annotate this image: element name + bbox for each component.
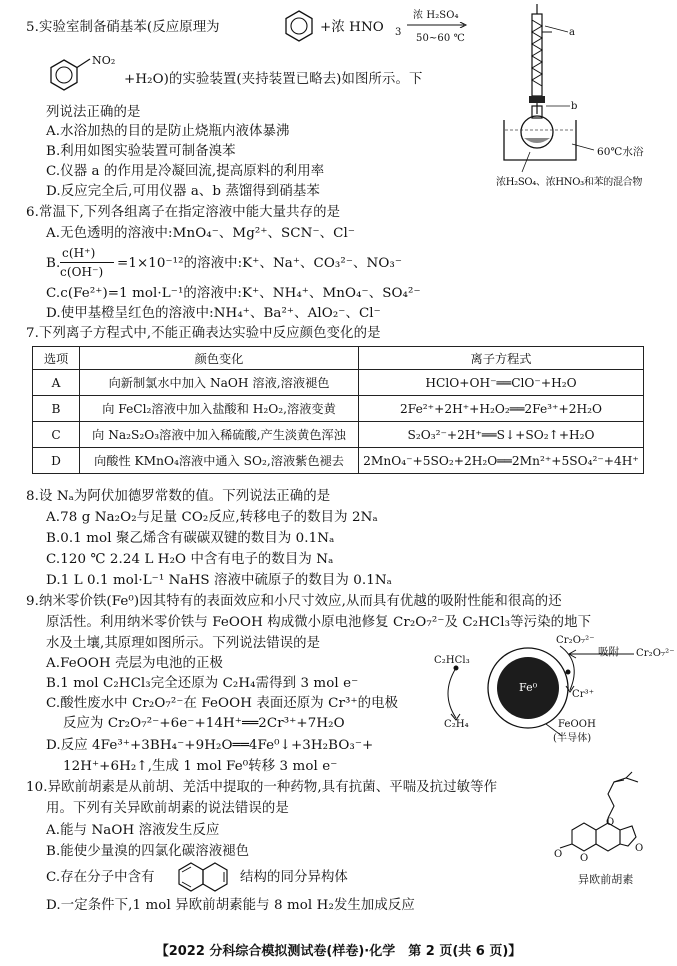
table-cell: 向新制氯水中加入 NaOH 溶液,溶液褪色 [80,370,359,396]
q10-fig-o-top: O [606,817,615,828]
q10-option-b: B.能使少量溴的四氯化碳溶液褪色 [46,844,250,859]
table-row [33,396,644,422]
q6-option-b-prefix: B. [46,256,61,271]
nano-iron-cell-figure [430,632,670,752]
q8-stem: 8.设 Nₐ为阿伏加德罗常数的值。下列说法正确的是 [26,489,331,504]
q9-line2: 原活性。利用纳米零价铁与 FeOOH 构成微小原电池修复 Cr₂O₇²⁻及 C₂HCl₃等污染的地下 [46,615,592,630]
table-header: 离子方程式 [359,347,644,370]
q10-option-c-pre: C.存在分子中含有 [46,870,155,885]
table-cell: 2Fe²⁺+2H⁺+H₂O₂══2Fe³⁺+2H₂O [359,396,644,422]
q7-stem: 7.下列离子方程式中,不能正确表达实验中反应颜色变化的是 [26,326,381,341]
q9-fig-feooh: FeOOH [558,719,596,730]
benzene-ring-icon [283,8,315,42]
q9-fig-cr3: Cr³⁺ [572,689,595,700]
q9-option-d2: 12H⁺+6H₂↑,生成 1 mol Fe⁰转移 3 mol e⁻ [63,759,338,774]
table-cell: D [33,448,80,474]
q9-fig-semi: (半导体) [553,733,592,744]
q9-option-d1: D.反应 4Fe³⁺+3BH₄⁻+9H₂O══4Fe⁰↓+3H₂BO₃⁻+ [46,738,374,753]
q6-option-d: D.使甲基橙呈红色的溶液中:NH₄⁺、Ba²⁺、AlO₂⁻、Cl⁻ [46,306,381,321]
table-cell: B [33,396,80,422]
q5-option-c: C.仪器 a 的作用是冷凝回流,提高原料的利用率 [46,164,325,179]
q6-option-a: A.无色透明的溶液中:MnO₄⁻、Mg²⁺、SCN⁻、Cl⁻ [46,226,356,241]
table-cell: C [33,422,80,448]
q5-fig-label-a: a [569,27,576,38]
table-row [33,448,644,474]
q5-option-b: B.利用如图实验装置可制备溴苯 [46,144,236,159]
q10-line1: 10.异欧前胡素是从前胡、羌活中提取的一种药物,具有抗菌、平喘及抗过敏等作 [26,780,498,795]
q5-line1b: +浓 HNO [320,20,384,35]
q9-option-b: B.1 mol C₂HCl₃完全还原为 C₂H₄需得到 3 mol e⁻ [46,676,359,691]
q9-fig-c2h4: C₂H₄ [444,719,469,730]
page-footer: 【2022 分科综合模拟测试卷(样卷)·化学 第 2 页(共 6 页)】 [155,944,522,959]
q5-cond-bottom: 50~60 ℃ [416,33,465,44]
q9-line1: 9.纳米零价铁(Fe⁰)因其特有的表面效应和小尺寸效应,从而具有优越的吸附性能和很高的还 [26,594,562,609]
q5-sub3: 3 [395,27,402,38]
q9-line3: 水及土壤,其原理如图所示。下列说法错误的是 [46,636,321,651]
q10-fig-name: 异欧前胡素 [578,873,634,886]
naphthalene-icon [176,860,234,894]
q6-option-b-num: c(H⁺) [62,246,96,260]
q5-fig-label-b: b [571,101,578,112]
q5-line1a: 5.实验室制备硝基苯(反应原理为 [26,20,220,35]
q5-fig-bath: 60℃水浴 [597,146,644,158]
table-cell: A [33,370,80,396]
table-header: 颜色变化 [80,347,359,370]
q5-line3: 列说法正确的是 [46,105,141,120]
reaction-arrow-icon [406,22,470,28]
q5-option-a: A.水浴加热的目的是防止烧瓶内液体暴沸 [46,124,290,139]
q10-fig-o-carbonyl: O [554,849,563,860]
q10-fig-o-furan: O [635,843,644,854]
q8-option-c: C.120 ℃ 2.24 L H₂O 中含有电子的数目为 Nₐ [46,552,334,567]
q8-option-b: B.0.1 mol 聚乙烯含有碳碳双键的数目为 0.1Nₐ [46,531,335,546]
q9-option-a: A.FeOOH 壳层为电池的正极 [46,656,224,671]
q8-option-d: D.1 L 0.1 mol·L⁻¹ NaHS 溶液中硫原子的数目为 0.1Nₐ [46,573,392,588]
table-cell: 向 Na₂S₂O₃溶液中加入稀硫酸,产生淡黄色浑浊 [80,422,359,448]
q9-fig-fe0: Fe⁰ [519,681,538,694]
q10-option-d: D.一定条件下,1 mol 异欧前胡素能与 8 mol H₂发生加成反应 [46,898,415,913]
q10-line2: 用。下列有关异欧前胡素的说法错误的是 [46,801,289,816]
q6-option-c: C.c(Fe²⁺)=1 mol·L⁻¹的溶液中:K⁺、NH₄⁺、MnO₄⁻、SO₄²⁻ [46,286,421,301]
q5-option-d: D.反应完全后,可用仪器 a、b 蒸馏得到硝基苯 [46,184,320,199]
q10-option-c-post: 结构的同分异构体 [240,870,348,885]
q7-table [32,346,644,474]
table-header: 选项 [33,347,80,370]
q6-option-b-rest: =1×10⁻¹²的溶液中:K⁺、Na⁺、CO₃²⁻、NO₃⁻ [117,256,403,271]
q9-option-c1: C.酸性废水中 Cr₂O₇²⁻在 FeOOH 表面还原为 Cr³⁺的电极 [46,696,399,711]
q9-fig-c2hcl3: C₂HCl₃ [434,655,470,666]
table-cell: S₂O₃²⁻+2H⁺══S↓+SO₂↑+H₂O [359,422,644,448]
q10-option-a: A.能与 NaOH 溶液发生反应 [46,823,220,838]
table-cell: 2MnO₄⁻+5SO₂+2H₂O══2Mn²⁺+5SO₄²⁻+4H⁺ [359,448,644,474]
q9-option-c2: 反应为 Cr₂O₇²⁻+6e⁻+14H⁺══2Cr³⁺+7H₂O [63,716,345,731]
table-row [33,422,644,448]
q5-cond-top: 浓 H₂SO₄ [413,10,459,21]
q6-option-b-den: c(OH⁻) [60,265,104,279]
table-cell: 向 FeCl₂溶液中加入盐酸和 H₂O₂,溶液变黄 [80,396,359,422]
q5-line2: +H₂O)的实验装置(夹持装置已略去)如图所示。下 [124,72,423,87]
table-header-row [33,347,644,370]
table-cell: 向酸性 KMnO₄溶液中通入 SO₂,溶液紫色褪去 [80,448,359,474]
q6-stem: 6.常温下,下列各组离子在指定溶液中能大量共存的是 [26,205,341,220]
q9-fig-adsorb: 吸附 [598,646,620,658]
nitration-apparatus-figure [490,2,670,192]
q9-fig-cr-top: Cr₂O₇²⁻ [556,635,595,646]
q5-fig-mix: 浓H₂SO₄、浓HNO₃和苯的混合物 [496,177,643,188]
q10-fig-o-ring: O [580,853,589,864]
table-cell: HClO+OH⁻══ClO⁻+H₂O [359,370,644,396]
q8-option-a: A.78 g Na₂O₂与足量 CO₂反应,转移电子的数目为 2Nₐ [46,510,378,525]
q5-nitro-label: NO₂ [92,54,116,67]
q9-fig-cr-right: Cr₂O₇²⁻ [636,648,675,659]
table-row [33,370,644,396]
